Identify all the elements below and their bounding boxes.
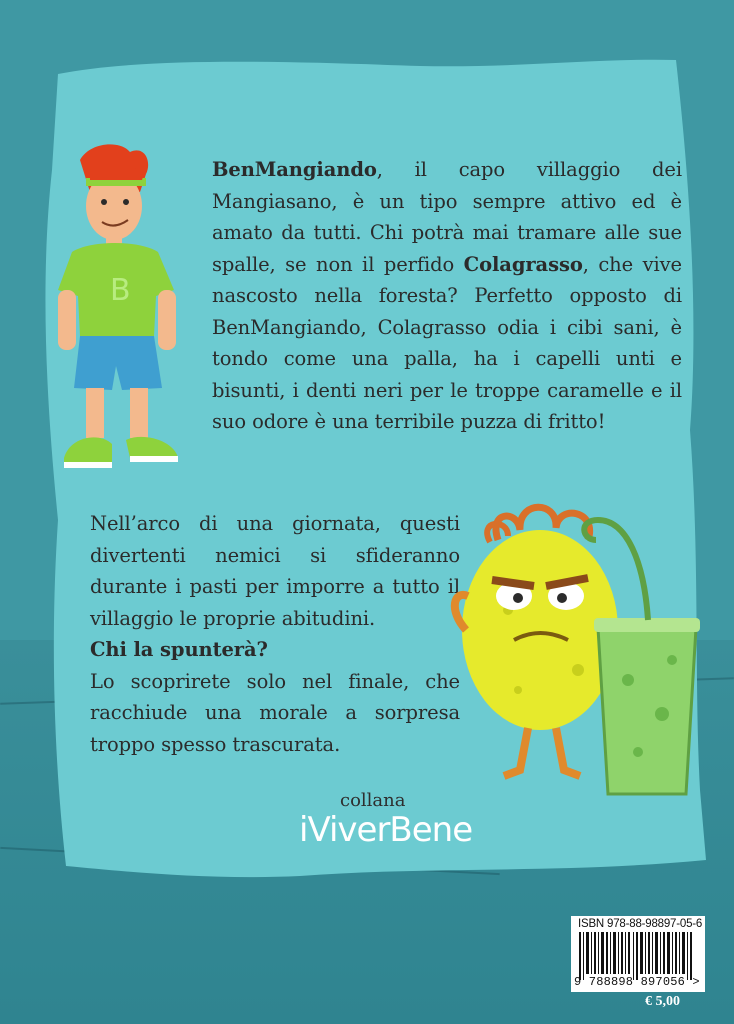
name-benmangiando: BenMangiando: [212, 158, 377, 181]
story-ending: Lo scoprirete solo nel finale, che racchiude una morale a sorpresa troppo spesso trascurata.: [90, 669, 460, 756]
intro-text-1: , il capo villaggio dei Mangiasano, è un tipo sempre attivo ed è amato da tutti. Chi potrà mai tramare alle sue spalle, se non il perfido: [212, 158, 682, 276]
svg-text:B: B: [110, 273, 131, 308]
isbn-text: ISBN 978-88-98897-05-6: [578, 918, 703, 930]
benmangiando-illustration: [50, 140, 190, 480]
price: € 5,00: [645, 994, 680, 1009]
intro-text-2: , che vive nascosto nella foresta? Perfetto opposto di BenMangiando, Colagrasso odia i cibi sani, è tondo come una palla, ha i capelli unti e bisunti, i denti neri per le troppe caramelle e il suo odore è una terribile puzza di fritto!: [212, 252, 682, 433]
series-brand: iViverBene: [299, 810, 473, 850]
name-colagrasso: Colagrasso: [463, 252, 583, 276]
series-label: collana: [340, 790, 406, 811]
story-text: Nell’arco di una giornata, questi divertenti nemici si sfideranno durante i pasti per imporre a tutto il villaggio le proprie abitudini.: [90, 512, 460, 630]
intro-paragraph: [212, 154, 682, 438]
barcode-digits: 9 788898 897056 >: [574, 975, 700, 989]
story-paragraph: [90, 508, 460, 760]
story-question: Chi la spunterà?: [90, 638, 268, 661]
colagrasso-illustration: [448, 500, 708, 800]
